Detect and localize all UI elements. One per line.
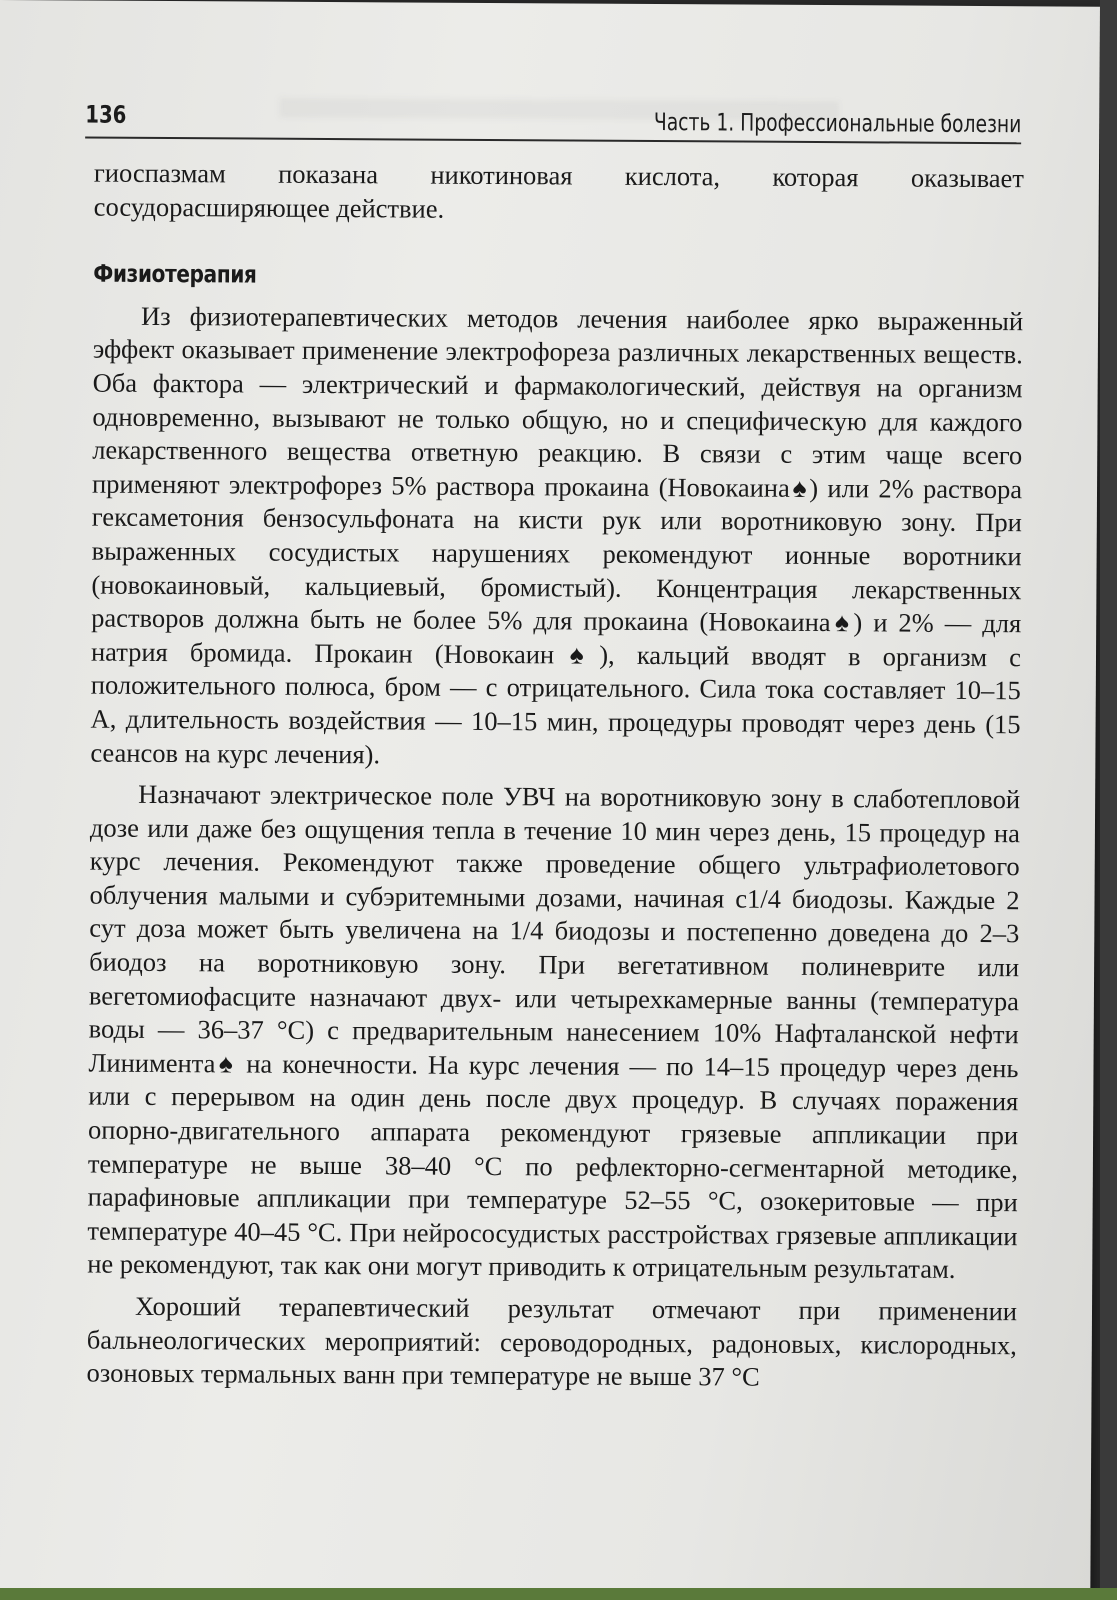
paragraph-balneology: Хороший терапевтический результат отмечают при применении бальнеологических мероприятий: сероводородных, радоновых, кислородных, озоновых термальных ванн при температуре не выше 37 °С [86,1290,1018,1392]
running-title: Часть 1. Профессиональные болезни [653,107,1022,139]
paragraph-electrophoresis: Из физиотерапевтических методов лечения наиболее ярко выраженный эффект оказывает применение электрофореза различных лекарственных веществ. Оба фактора — электрический и фармакологический, действуя на организм одновременно, вызывают не только общую, но и специфическую для каждого лекарственного вещества ответную реакцию. В связи с этим чаще всего применяют электрофорез 5% раствора прокаина (Новокаина♠) или 2% раствора гексаметония бензосульфоната на кисти рук или воротниковую зону. При выраженных сосудистых нарушениях рекомендуют ионные воротники (новокаиновый, кальциевый, бромистый). Концентрация лекарственных растворов должна быть не более 5% для прокаина (Новокаина♠) и 2% — для натрия бромида. Прокаин (Новокаин♠), кальций вводят в организм с положительного полюса, бром — с отрицательного. Сила тока составляет 10–15 А, длительность воздействия — 10–15 мин, процедуры проводят через день (15 сеансов на курс лечения). [90,300,1024,769]
background-surface [0,1588,1117,1600]
page-number: 136 [85,100,127,129]
paragraph-uhf: Назначают электрическое поле УВЧ на воротниковую зону в слаботепловой дозе или даже без ощущения тепла в течение 10 мин через день, 15 процедур на курс лечения. Рекомендуют также проведение общего ультрафиолетового облучения малыми и субэритемными дозами, начиная с1/4 биодозы. Каждые 2 сут доза может быть увеличена на 1/4 биодозы и постепенно доведена до 2–3 биодоз на воротниковую зону. При вегетативном полиневрите или вегетомиофасците назначают двух- или четырехкамерные ванны (температура воды — 36–37 °С) с предварительным нанесением 10% Нафталанской нефти Линимента♠ на конечности. На курс лечения — по 14–15 процедур через день или с перерывом на один день после двух процедур. В случаях поражения опорно-двигательного аппарата рекомендуют грязевые аппликации при температуре не выше 38–40 °С по рефлекторно-сегментарной методике, парафиновые аппликации при температуре 52–55 °С, озокеритовые — при температуре 40–45 °С. При нейрососудистых расстройствах грязевые аппликации не рекомендуют, так как они могут приводить к отрицательным результатам. [87,778,1021,1285]
page-edge-shadow [1100,0,1117,1600]
section-heading: Физиотерапия [93,259,257,289]
page-header [85,93,1021,145]
body-text [87,157,1025,1396]
continuation-paragraph: гиоспазмам показана никотиновая кислота, которая оказывает сосудорасширяющее действие. [93,157,1025,224]
